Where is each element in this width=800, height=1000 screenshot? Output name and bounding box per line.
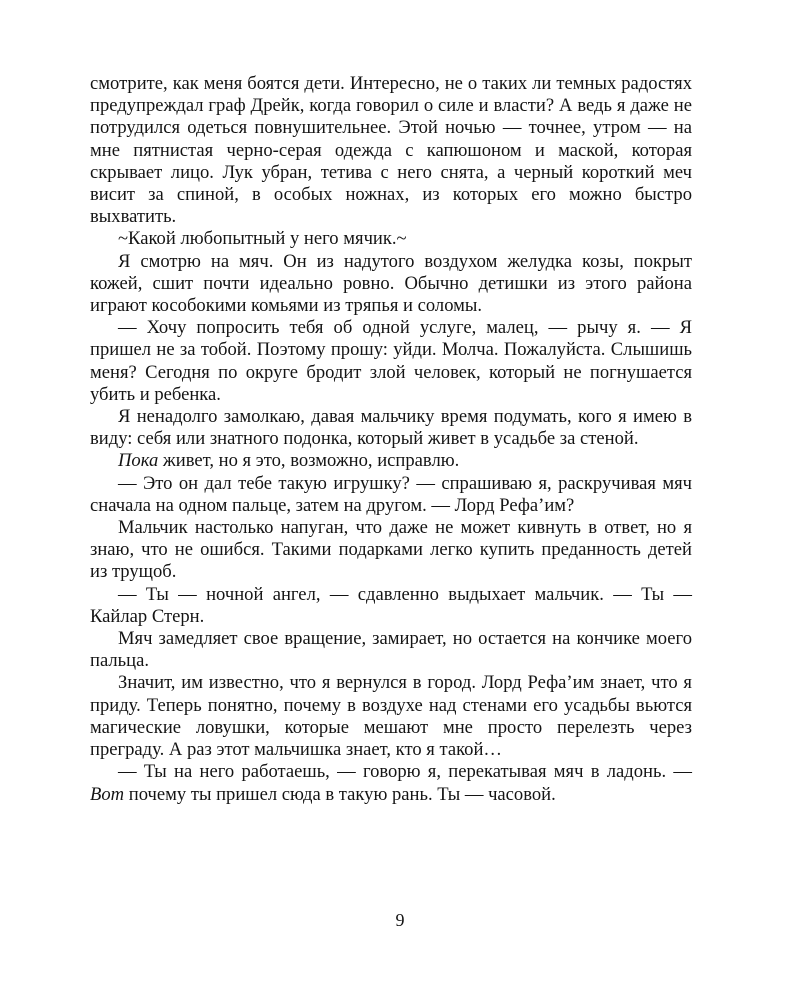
paragraph-text: — Хочу попросить тебя об одной услуге, малец, — рычу я. — Я пришел не за тобой. Поэтому прошу: уйди. Молча. Пожалуйста. Слышишь меня? Сегодня по округе бродит злой человек, который не погнушается убить и ребенка. (90, 317, 692, 405)
paragraph-text: Мальчик настолько напуган, что даже не может кивнуть в ответ, но я знаю, что не ошибся. Такими подарками легко купить преданность детей из трущоб. (90, 517, 692, 583)
paragraph (90, 517, 692, 584)
paragraph (90, 73, 692, 228)
paragraph-text: смотрите, как меня боятся дети. Интересно, не о таких ли темных радостях предупреждал граф Дрейк, когда говорил о силе и власти? А ведь я даже не потрудился одеться повнушительнее. Этой ночью — точнее, утром — на мне пятнистая черно-серая одежда с капюшоном и маской, которая скрывает лицо. Лук убран, тетива с него снята, а черный короткий меч висит за спиной, в особых ножнах, из которых его можно быстро выхватить. (90, 73, 692, 228)
paragraph-text: ~Какой любопытный у него мячик.~ (118, 228, 407, 250)
paragraph (90, 251, 692, 318)
italic-text: Вот (90, 783, 125, 805)
paragraph (90, 473, 692, 517)
paragraph (90, 761, 692, 805)
italic-text: Пока (118, 450, 159, 472)
paragraph-text: живет, но я это, возможно, исправлю. (158, 450, 460, 472)
page-number: 9 (395, 910, 405, 930)
page-body-text (90, 73, 692, 806)
paragraph (90, 317, 692, 406)
paragraph (90, 228, 692, 250)
paragraph-text: — Ты — ночной ангел, — сдавленно выдыхает мальчик. — Ты — Кайлар Стерн. (90, 583, 692, 627)
paragraph (90, 450, 692, 472)
paragraph-text: Я ненадолго замолкаю, давая мальчику время подумать, кого я имею в виду: себя или знатного подонка, который живет в усадьбе за стеной. (90, 406, 692, 450)
paragraph-text: Я смотрю на мяч. Он из надутого воздухом желудка козы, покрыт кожей, сшит почти идеально ровно. Обычно детишки из этого района играют кособокими комьями из тряпья и соломы. (90, 250, 692, 317)
paragraph (90, 584, 692, 628)
paragraph-text: Мяч замедляет свое вращение, замирает, но остается на кончике моего пальца. (90, 628, 692, 672)
paragraph (90, 628, 692, 672)
paragraph-text: — Это он дал тебе такую игрушку? — спрашиваю я, раскручивая мяч сначала на одном пальце, затем на другом. — Лорд Рефа’им? (90, 472, 692, 516)
paragraph-text: почему ты пришел сюда в такую рань. Ты — часовой. (124, 783, 556, 805)
paragraph-text: Значит, им известно, что я вернулся в город. Лорд Рефа’им знает, что я приду. Теперь понятно, почему в воздухе над стенами его усадьбы вьются магические ловушки, которые мешают мне просто перелезть через преграду. А раз этот мальчишка знает, кто я такой… (90, 672, 692, 761)
paragraph (90, 672, 692, 761)
paragraph-text: — Ты на него работаешь, — говорю я, перекатывая мяч в ладонь. — (118, 761, 692, 783)
paragraph (90, 406, 692, 450)
